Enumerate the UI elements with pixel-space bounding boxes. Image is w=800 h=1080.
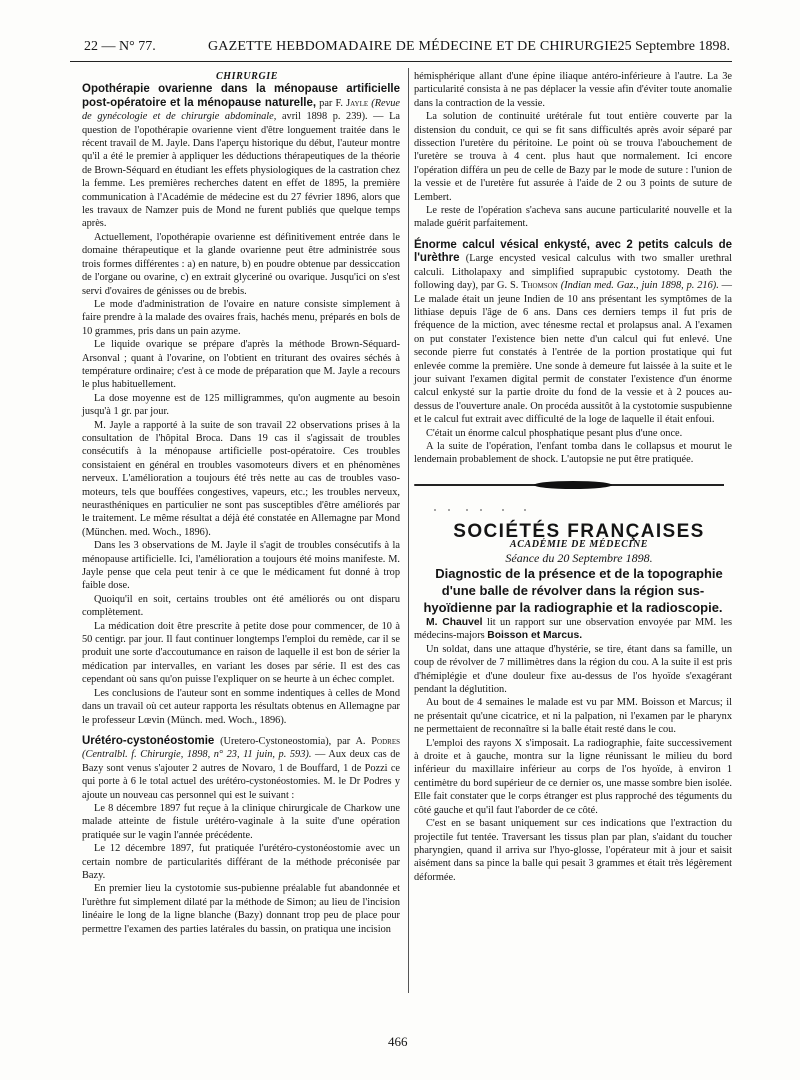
english-title: (Large encysted vesical calculus with two smaller urethral calculi. Litholapaxy and simplified suprapubic cystotomy. Death the following day), par G. S. [414, 253, 732, 292]
article-title: Opothérapie ovarienne dans la ménopause artificielle post-opératoire et la ménopause naturelle, [82, 83, 400, 109]
byline: A. [355, 735, 366, 747]
article-calcul-vesical [414, 239, 732, 427]
author-name: Podres [371, 735, 400, 747]
paragraph: Au bout de 4 semaines le malade est vu par MM. Boisson et Marcus; il ne présentait qu'une cicatrice, et ni la palpation, ni l'examen par le pharynx ne permettaient de reconnaître si la balle était resté dans le cou. [414, 697, 732, 736]
paragraph: La dose moyenne est de 125 milligrammes, qu'on augmente au besoin jusqu'à 1 gr. par jour. [82, 392, 400, 418]
section-heading: CHIRURGIE [215, 71, 279, 82]
paragraph: La médication doit être prescrite à petite dose pour commencer, de 10 à 50 centigr. par jour. Il faut continuer longtemps l'emploi du remède, car il se produit une sorte d'accoutumance en raison de laquelle il est bon de sérier la médication par intervalles, en variant les doses par série. Il est des cas cependant où sans qu'on puisse l'expliquer on se heurte à un échec complet. [82, 620, 400, 686]
citation: (Revue de gynécologie et de chirurgie abdominale, [82, 97, 400, 123]
speaker-name: M. Chauvel [426, 617, 483, 628]
paragraph: Le 12 décembre 1897, fut pratiquée l'urétéro-cystonéostomie avec un certain nombre de particularités différant de la méthode préconisée par Bazy. [82, 843, 400, 881]
issue-date: 25 Septembre 1898. [617, 39, 730, 54]
left-column [82, 70, 400, 936]
paragraph: La solution de continuité urétérale fut tout entière couverte par la distension du conduit, ce qui se fit sans difficultés après avoir séparé par dissection l'uretère du péritoine. Le point où se trouva l'abouchement de l'uretère se trouva à 4 cent. plus haut que normalement. Ici encore l'opération différa un peu de celle de Bazy par le mode de suture : l'union de la vessie et de l'uretère fut assurée à l'aide de 2 ou 3 points de suture de Lembert. [414, 111, 732, 203]
paragraph: hémisphérique allant d'une épine iliaque antéro-inférieure à l'autre. La 3e particularité consista à ne pas déplacer la vessie afin d'éviter toute anomalie dans la contraction de la vessie. [414, 71, 732, 109]
citation: (Indian med. Gaz., juin 1898, p. 216). [560, 280, 719, 292]
paragraph: Un soldat, dans une attaque d'hystérie, se tire, étant dans sa famille, un coup de révolver de 7 millimètres dans la région du cou. A la suite il est pris d'hémiplégie et d'une douleur fixe au-dessus de l'os hyoïde s'exagérant pendant la déglutition. [414, 643, 732, 696]
byline: par F. [319, 97, 343, 109]
right-column [414, 70, 732, 884]
ornamental-rule [414, 479, 732, 491]
header-rule [70, 61, 732, 62]
paragraph: Actuellement, l'opothérapie ovarienne est définitivement entrée dans le domaine thérapeutique et la glande ovarienne peut être administrée sous trois formes différentes : a) en nature, b) en poudre obtenue par dessiccation de l'organe ou ovarine, c) en extrait glyceriné ou ovarique. Jusqu'ici on s'est servi d'ovaires de génisses ou de brebis. [82, 231, 400, 297]
spacer [82, 727, 400, 735]
ornament-tip [414, 484, 424, 486]
spacer [414, 231, 732, 239]
paragraph: Le mode d'administration de l'ovaire en nature consiste simplement à faire prendre à la malade des ovaires frais, hachés menu, préparés en bols de 10 grammes, pris dans un pain azyme. [82, 298, 400, 337]
paragraph: lit un rapport sur une observation envoyée par MM. les médecins-majors [414, 617, 732, 642]
title-parenthetical: (Uretero-Cystoneostomia), par [220, 735, 351, 747]
academy-heading: ACADÉMIE DE MÉDECINE [509, 539, 649, 551]
paragraph: A la suite de l'opération, l'enfant tomba dans le collapsus et mourut le lendemain probablement de shock. L'autopsie ne put être pratiquée. [414, 440, 732, 466]
session-date: Séance du 20 Septembre 1898. [505, 550, 653, 565]
article-title: Énorme calcul vésical enkysté, avec 2 petits calculs de l'urèthre [414, 238, 732, 265]
physician-names: Boisson et Marcus. [487, 630, 583, 642]
paragraph: — Aux deux cas de Bazy sont venus s'ajouter 2 autres de Novaro, 1 de Bouffard, 1 de Pozzi ce qui porte à 6 le total actuel des urétéro-cystonéostomies. M. le Dr Podres y ajoute un nouveau cas personnel qui est le suivant : [82, 749, 400, 801]
citation: (Centralbl. f. Chirurgie, 1898, n° 23, 11 juin, p. 593). [82, 749, 312, 761]
paragraph: — Le malade était un jeune Indien de 10 ans présentant les symptômes de la lithiase depuis l'âge de 6 ans. Dans ces derniers temps il fut pris de fréquence de la miction, avec ténesme rectal et prolapsus anal. A l'examen on put constater l'existence bien nette d'un calcul qui fut enlevé. Une seconde pierre fut constatés à l'entrée de la portion prostatique qui fut enlevée comme la première. Une sonde à demeure fut laissée à la suite et le jour suivant l'examen digital permit de constater l'existence d'un énorme calcul enkysté sur la partie droite du fond de la vessie et à 2 pouces au-dessus de l'ouverture anale. On procéda aussitôt à la cystotomie suspubienne et le calcul fut extrait avec difficulté de la loge de laquelle il était enfoui. [414, 280, 733, 426]
paragraph: L'emploi des rayons X s'imposait. La radiographie, faite successivement à droite et à gauche, montra sur la ligne réunissant le milieu du bord inférieur du maxillaire inférieur au corps de l'os hyoïde, à environ 1 centimètre du bord supérieur de ce dernier os, une masse sombre bien isolée. Elle fait constater que le corps étranger est plus rapproché des téguments du côté gauche et qu'il faut l'aborder de ce côté. [414, 737, 732, 816]
paragraph: Les conclusions de l'auteur sont en somme indentiques à celles de Mond dans un travail où cet auteur rapporta les résultats obtenus en Allemagne par le professeur Lœvin (Münch. med. Woch., 1896). [82, 687, 400, 726]
paragraph: avril 1898 p. 239). — La question de l'opothérapie ovarienne vient d'être longuement traitée dans le récent travail de M. Jayle. Dans l'aperçu historique du début, l'auteur montre qu'il a été le premier à appliquer les déductions thérapeutiques de la théorie de Brown-Séquard en étudiant les effets physiologiques de la castration chez la femme. Les premières recherches datent en effet de 1895, la première communication à l'Académie de médecine est du 27 février 1896, alors que les travaux de Namzer puis de Mond ne furent publiés que quelque temps après. [82, 111, 400, 230]
article-title: Diagnostic de la présence et de la topographie d'une balle de révolver dans la région sus-hyoïdienne par la radiographie et la radioscopie. [423, 566, 723, 615]
paragraph: C'est en se basant uniquement sur ces indications que l'extraction du projectile fut tentée. Traversant les tissus plan par plan, s'aidant du toucher pharyngien, quand il arriva sur l'hyo-glosse, l'opérateur mit à jour et saisit aisément dans sa pince la balle qui pesait 3 grammes et était très légèrement déformée. [414, 818, 732, 883]
paragraph: M. Jayle a rapporté à la suite de son travail 22 observations prises à la consultation de l'hôpital Broca. Dans 19 cas il s'agissait de troubles consécutifs à la ménopause artificielle post-opératoire. Ces troubles consistaient en général en troubles vasomoteurs divers et en phénomènes nerveux. L'amélioration a toujours été très nette au cas de troubles vaso-moteurs, tels que bouffées congestives, vapeurs, etc.; les troubles nerveux, neurasthéniques en particulier ne sont pas susceptibles d'être améliorés par le traitement. Le même résultat a déjà été constatée en Allemagne par Mond (München. med. Woch., 1896). [82, 419, 400, 538]
author-name: Thomson [521, 280, 558, 292]
article-title: Urétéro-cystonéostomie [82, 734, 215, 747]
column-divider [408, 68, 409, 993]
paragraph: C'était un énorme calcul phosphatique pesant plus d'une once. [426, 427, 683, 439]
paragraph: Le liquide ovarique se prépare d'après la méthode Brown-Séquard-Arsonval ; quant à l'ovarine, on l'obtient en triturant des ovaires séchés à température ordinaire; c'est à ce mode de préparation que M. Jayle a recours le plus habituellement. [82, 339, 400, 391]
ornament-center [534, 481, 612, 489]
faint-dotted-line [414, 501, 732, 519]
section-heading-societes: SOCIÉTÉS FRANÇAISES [453, 520, 705, 542]
author-name: Jayle [346, 97, 369, 109]
journal-title: GAZETTE HEBDOMADAIRE DE MÉDECINE ET DE CHIRURGIE. [208, 39, 622, 54]
article-ureterocystoneostomie [82, 735, 400, 802]
page-reference: 22 — N° 77. [84, 39, 156, 54]
paragraph: Le 8 décembre 1897 fut reçue à la clinique chirurgicale de Charkow une malade atteinte de fistule urétéro-vaginale à la suite d'une opération pratiquée sur le vagin l'année précédente. [82, 802, 400, 841]
paragraph: Le reste de l'opération s'acheva sans aucune particularité nouvelle et la malade guérit parfaitement. [414, 205, 732, 230]
paragraph: Dans les 3 observations de M. Jayle il s'agit de troubles consécutifs à la ménopause artificielle. Ici, l'amélioration a toujours été moins manifeste. M. Jayle pense que cela peut tenir à ce que le médicament fut donné à trop faible dose. [82, 540, 400, 592]
paragraph: En premier lieu la cystotomie sus-pubienne préalable fut abandonnée et l'urèthre fut simplement dilaté par la méthode de Simon; au lieu de l'incision linéaire le long de la ligne blanche (Bazy) donnant trop peu de place pour permettre l'examen des parties latérales du bassin, on pratiqua une incision [82, 883, 400, 935]
article-opotherapie [82, 83, 400, 230]
article-radiographie [414, 616, 732, 643]
page-number: 466 [388, 1034, 408, 1049]
running-header [84, 38, 730, 60]
paragraph: Quoiqu'il en soit, certains troubles ont été améliorés ou ont disparu complètement. [82, 593, 400, 619]
